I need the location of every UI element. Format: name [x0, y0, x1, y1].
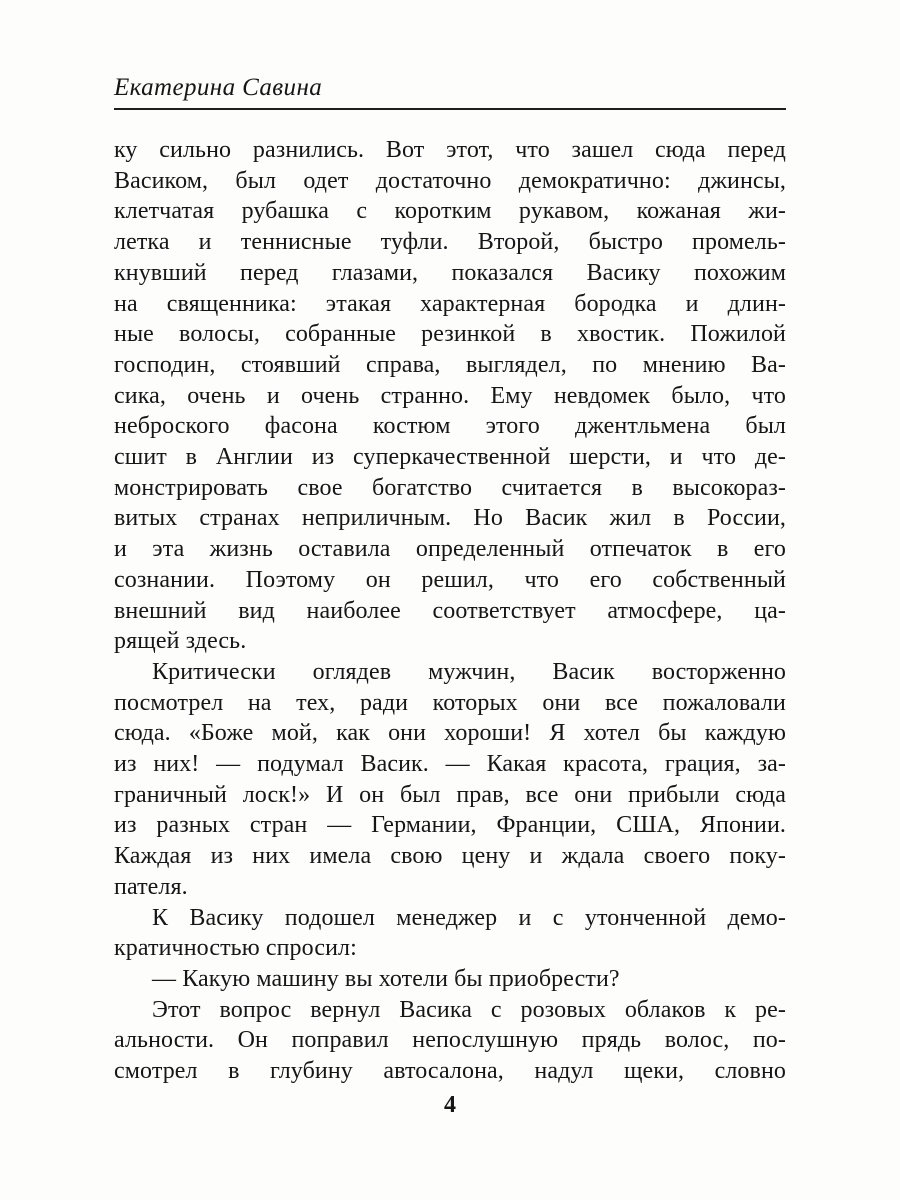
- text-line: посмотрел на тех, ради которых они все пожаловали: [114, 689, 786, 716]
- text-line: смотрел в глубину автосалона, надул щеки, словно: [114, 1058, 786, 1085]
- text-line: Васиком, был одет достаточно демократично: джинсы,: [114, 167, 786, 194]
- paragraph: [114, 995, 786, 1087]
- text-line: ные волосы, собранные резинкой в хвостик. Пожилой: [114, 321, 786, 348]
- text-line: пателя.: [114, 873, 188, 900]
- text-line: клетчатая рубашка с коротким рукавом, кожаная жи-: [114, 198, 786, 225]
- paragraph: [114, 657, 786, 903]
- paragraph: [114, 964, 786, 995]
- text-line: сшит в Англии из суперкачественной шерсти, и что де-: [114, 444, 786, 471]
- text-line: и эта жизнь оставила определенный отпечаток в его: [114, 536, 786, 563]
- text-line: кратичностью спросил:: [114, 935, 357, 962]
- text-body: [114, 135, 786, 1087]
- author-header: Екатерина Савина: [114, 74, 323, 101]
- paragraph: [114, 903, 786, 964]
- text-line: из них! — подумал Васик. — Какая красота, грация, за-: [114, 751, 786, 778]
- page-number: 4: [444, 1092, 456, 1118]
- text-line: летка и теннисные туфли. Второй, быстро промель-: [114, 229, 786, 256]
- text-column: [114, 74, 786, 1087]
- text-line: витых странах неприличным. Но Васик жил в России,: [114, 505, 786, 532]
- text-line: господин, стоявший справа, выглядел, по мнению Ва-: [114, 351, 786, 378]
- text-line: — Какую машину вы хотели бы приобрести?: [152, 965, 620, 992]
- text-line: Каждая из них имела свою цену и ждала своего поку-: [114, 843, 786, 870]
- text-line: альности. Он поправил непослушную прядь волос, по-: [114, 1027, 786, 1054]
- text-line: Критически оглядев мужчин, Васик восторженно: [152, 658, 786, 685]
- text-line: сика, очень и очень странно. Ему невдомек было, что: [114, 382, 786, 409]
- text-line: монстрировать свое богатство считается в высокораз-: [114, 474, 786, 501]
- text-line: Этот вопрос вернул Васика с розовых облаков к ре-: [152, 996, 786, 1023]
- text-line: рящей здесь.: [114, 628, 247, 655]
- text-line: К Васику подошел менеджер и с утонченной демо-: [152, 904, 786, 931]
- paragraph: [114, 135, 786, 657]
- text-line: сознании. Поэтому он решил, что его собственный: [114, 566, 786, 593]
- header-divider: [114, 108, 786, 110]
- text-line: сюда. «Боже мой, как они хороши! Я хотел бы каждую: [114, 720, 786, 747]
- text-line: граничный лоск!» И он был прав, все они прибыли сюда: [114, 781, 786, 808]
- text-line: внешний вид наиболее соответствует атмосфере, ца-: [114, 597, 786, 624]
- text-line: неброского фасона костюм этого джентльмена был: [114, 413, 786, 440]
- text-line: кнувший перед глазами, показался Васику похожим: [114, 259, 786, 286]
- text-line: из разных стран — Германии, Франции, США, Японии.: [114, 812, 786, 839]
- text-line: ку сильно разнились. Вот этот, что зашел сюда перед: [114, 137, 786, 163]
- text-line: на священника: этакая характерная бородка и длин-: [114, 290, 786, 317]
